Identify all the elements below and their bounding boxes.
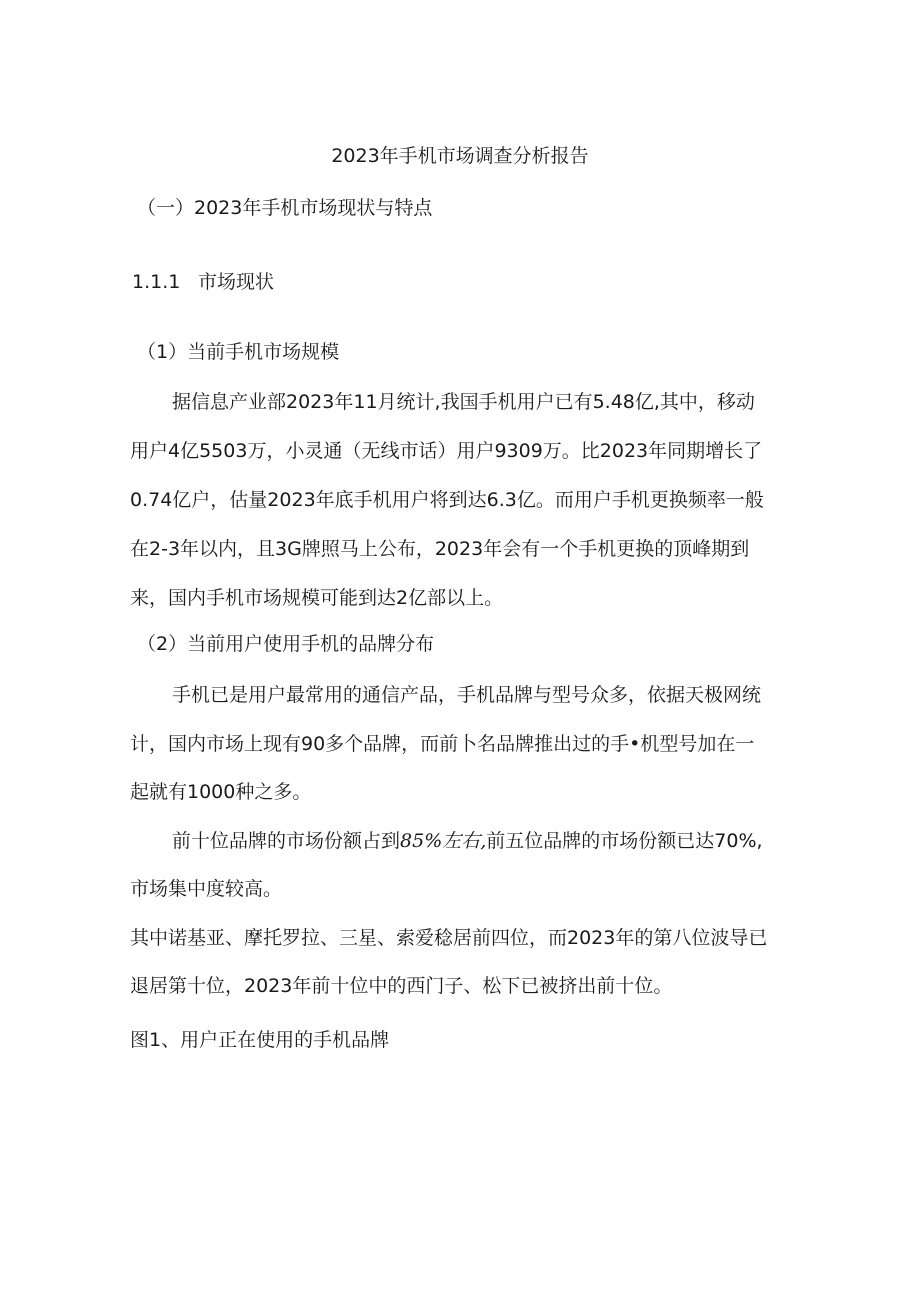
subsection-title: 市场现状	[198, 271, 275, 293]
subsection-heading	[132, 270, 274, 294]
share-text-part1: 前十位品牌的市场份额占到	[172, 830, 401, 852]
section-heading: （一）2023年手机市场现状与特点	[137, 197, 433, 219]
item1-heading: （1）当前手机市场规模	[137, 341, 340, 363]
item1-paragraph-line: 用户4亿5503万，小灵通（无线市话）用户9309万。比2023年同期增长了	[130, 440, 763, 462]
item1-paragraph-line: 据信息产业部2023年11月统计,我国手机用户已有5.48亿,其中，移动	[172, 391, 755, 413]
item2-paragraph-line: 手机已是用户最常用的通信产品，手机品牌与型号众多，依据天极网统	[172, 684, 762, 706]
share-text-part2: 前五位品牌的市场份额已达70%,	[486, 830, 763, 852]
item1-paragraph-line: 来，国内手机市场规模可能到达2亿部以上。	[130, 587, 504, 609]
share-paragraph-line	[172, 829, 763, 853]
item1-paragraph-line: 0.74亿户，估量2023年底手机用户将到达6.3亿。而用户手机更换频率一般	[130, 489, 764, 511]
document-title: 2023年手机市场调查分析报告	[331, 145, 589, 167]
item2-paragraph-line: 起就有1000种之多。	[130, 781, 312, 803]
share-text-italic: 85%左右,	[400, 830, 487, 852]
brand-paragraph-line: 退居第十位，2023年前十位中的西门子、松下已被挤出前十位。	[130, 975, 673, 997]
figure-caption: 图1、用户正在使用的手机品牌	[130, 1029, 390, 1051]
subsection-number: 1.1.1	[132, 271, 181, 293]
item2-paragraph-line: 计，国内市场上现有90多个品牌，而前卜名品牌推出过的手•机型号加在一	[130, 733, 755, 755]
item2-heading: （2）当前用户使用手机的品牌分布	[137, 633, 435, 655]
brand-paragraph-line: 其中诺基亚、摩托罗拉、三星、索爱稔居前四位，而2023年的第八位波导已	[130, 927, 768, 949]
share-paragraph-line: 市场集中度较高。	[130, 878, 283, 900]
item1-paragraph-line: 在2-3年以内，且3G牌照马上公布，2023年会有一个手机更换的顶峰期到	[130, 538, 750, 560]
